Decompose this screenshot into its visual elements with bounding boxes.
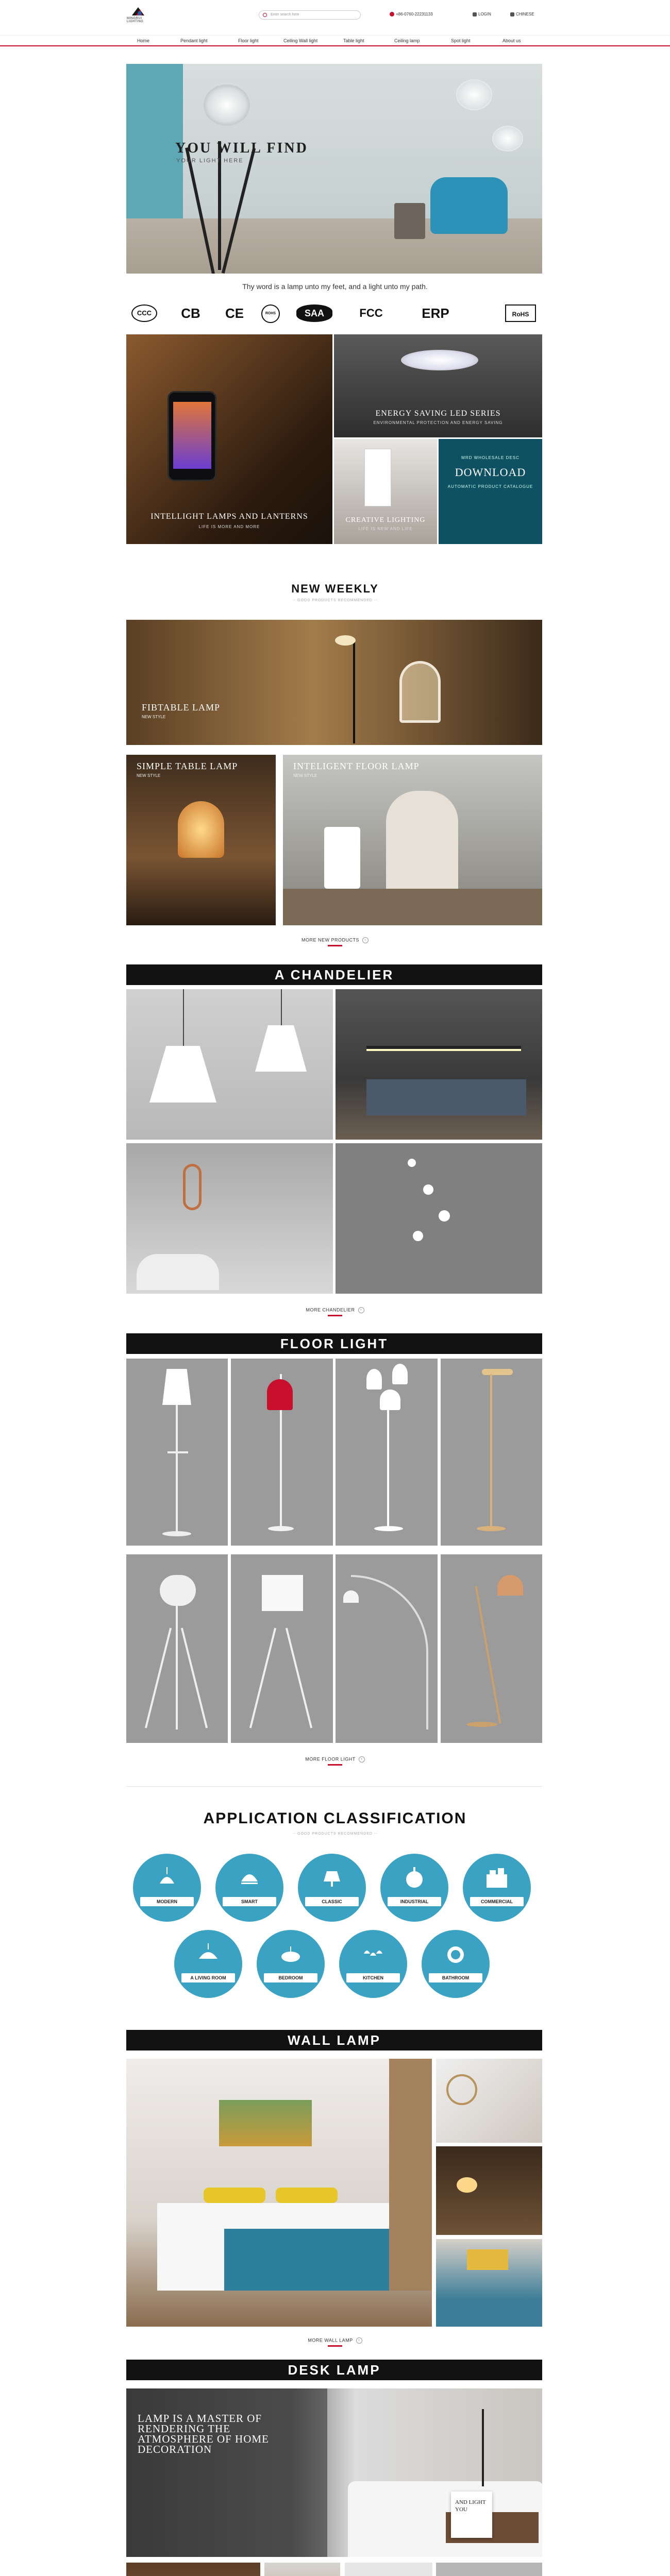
shade (366, 1369, 382, 1389)
banner-wall (126, 64, 183, 218)
application-title: APPLICATION CLASSIFICATION (203, 1810, 467, 1827)
divider-accent (328, 2345, 342, 2347)
product-tile[interactable] (231, 1554, 333, 1743)
language-link[interactable] (510, 12, 534, 16)
tagline: Thy word is a lamp unto my feet, and a light unto my path. (242, 282, 428, 291)
pendant-shade (149, 1046, 216, 1103)
base (374, 1526, 403, 1531)
lamp-pole (353, 640, 355, 743)
nav-about-us[interactable]: About us (502, 38, 521, 43)
cert-rohs-badge: ROHS (261, 304, 280, 323)
category-label: A LIVING ROOM (181, 1973, 235, 1982)
energy-saving-tile[interactable] (334, 334, 542, 437)
floor-lamp-globe (456, 79, 492, 110)
nav-floor-light[interactable]: Floor light (238, 38, 259, 43)
main-nav (0, 35, 670, 46)
pillow (276, 2188, 338, 2203)
arc (351, 1575, 428, 1652)
shade (482, 1369, 513, 1375)
nav-pendant-light[interactable]: Pendant light (180, 38, 208, 43)
cord (281, 989, 282, 1025)
phone-screen (173, 402, 211, 469)
shade (343, 1590, 359, 1603)
cert-rohs: RoHS (505, 304, 536, 322)
leg (181, 1628, 208, 1728)
new-weekly-tile-floor-lamp[interactable] (283, 755, 542, 925)
new-weekly-tile-large[interactable] (126, 620, 542, 745)
base (466, 1722, 497, 1727)
download-tile[interactable] (439, 439, 542, 544)
nav-home[interactable]: Home (137, 38, 150, 43)
creative-title: CREATIVE LIGHTING (345, 516, 426, 524)
building-icon (485, 1867, 508, 1890)
category-commercial[interactable] (463, 1854, 531, 1922)
lamp-head (204, 84, 250, 126)
product-tile[interactable] (441, 1359, 542, 1546)
floor-lamp-globe (492, 126, 523, 151)
logo[interactable] (127, 6, 152, 22)
energy-sub: ENVIRONMENTAL PROTECTION AND ENERGY SAVING (373, 420, 503, 425)
chandelier-icon (197, 1943, 220, 1966)
divider-accent (328, 945, 342, 946)
more-floor-light-link[interactable] (0, 1756, 670, 1762)
shade (380, 1389, 400, 1410)
hero-banner[interactable] (126, 64, 542, 274)
category-classic[interactable] (298, 1854, 366, 1922)
light-glow (366, 1049, 521, 1051)
wall-lamp-heading: WALL LAMP (126, 2030, 542, 2050)
product-tile[interactable] (231, 1359, 333, 1546)
cert-erp: ERP (422, 306, 449, 321)
phone-image (167, 391, 216, 481)
tray (167, 1451, 188, 1453)
classic-lamp-icon (321, 1867, 343, 1890)
chandelier-tile[interactable] (126, 989, 333, 1140)
globe (423, 1184, 433, 1195)
shade (497, 1575, 523, 1596)
pendant-icon (156, 1867, 178, 1890)
desk-lamp-heading: DESK LAMP (126, 2360, 542, 2380)
energy-title: ENERGY SAVING LED SERIES (375, 409, 501, 418)
phone-number (390, 12, 433, 16)
logo-icon (131, 6, 145, 16)
chandelier-tile[interactable] (126, 1143, 333, 1294)
category-label: CLASSIC (305, 1897, 359, 1906)
tile-title: SIMPLE TABLE LAMP (137, 761, 238, 771)
arrow-right-icon: › (358, 1307, 364, 1313)
chandelier-tile[interactable] (336, 989, 542, 1140)
creative-sub: LIFE IS NEW AND LIFE (358, 527, 413, 531)
banner-subtitle: YOUR LIGHT HERE (176, 158, 244, 164)
pendant-group-icon (362, 1943, 384, 1966)
smart-lamps-tile[interactable] (126, 334, 332, 544)
base (477, 1526, 506, 1531)
new-weekly-sub: -- GOOD PRODUCTS RECOMMENDED -- (292, 599, 378, 602)
tile-title: INTELIGENT FLOOR LAMP (293, 761, 420, 771)
ceiling-lamp-icon (279, 1943, 302, 1966)
base (268, 1526, 294, 1531)
product-tile[interactable] (441, 1554, 542, 1743)
category-bedroom[interactable] (257, 1930, 325, 1998)
creative-lighting-tile[interactable] (334, 439, 437, 544)
lamp-pole (482, 2409, 484, 2486)
dining-room (366, 1079, 526, 1115)
tile-sub: NEW STYLE (142, 715, 166, 719)
language-label: CHINESE (516, 12, 534, 16)
nav-ceiling-wall-light[interactable]: Ceiling Wall light (283, 38, 318, 43)
armchair (430, 177, 508, 234)
desk-lamp-banner[interactable] (126, 2388, 542, 2557)
tablet-image (324, 827, 360, 889)
smart-sub: LIFE IS MORE AND MORE (198, 524, 260, 529)
logo-text: MINGRUI LIGHTING (127, 17, 144, 23)
globe-icon (510, 12, 514, 16)
globe (408, 1159, 416, 1167)
download-top: MRD WHOLESALE DESC (461, 455, 520, 460)
globe (439, 1210, 450, 1222)
shade (392, 1364, 408, 1384)
painting (467, 2249, 508, 2270)
ceiling-light-image (401, 350, 478, 370)
pole (426, 1652, 428, 1730)
cord (183, 989, 184, 1046)
curtain (389, 2059, 432, 2291)
coat (267, 1379, 293, 1410)
pendant-shade (255, 1025, 307, 1072)
desk-card (451, 2492, 492, 2538)
new-weekly-tile-table-lamp[interactable] (126, 755, 276, 925)
cert-ce: CE (225, 306, 244, 321)
login-link[interactable] (473, 12, 491, 16)
tile-title: FIBTABLE LAMP (142, 702, 221, 713)
round-light-icon (444, 1943, 467, 1966)
cert-fcc: FCC (359, 307, 383, 319)
arrow-right-icon: › (359, 1756, 365, 1762)
shelf-image (365, 449, 391, 506)
product-tile[interactable] (336, 1554, 438, 1743)
lantern-image (399, 661, 441, 723)
wall-lamp-tile[interactable] (436, 2146, 542, 2235)
more-label: MORE NEW PRODUCTS (301, 937, 359, 943)
divider (126, 1786, 542, 1787)
floor-light-heading: FLOOR LIGHT (126, 1333, 542, 1354)
blanket (224, 2229, 399, 2291)
category-label: INDUSTRIAL (388, 1897, 441, 1906)
leg (176, 1606, 178, 1730)
globe (413, 1231, 423, 1241)
search-input[interactable] (259, 10, 361, 20)
smart-lamp-icon (238, 1867, 261, 1890)
category-bathroom[interactable] (422, 1930, 490, 1998)
painting (219, 2100, 312, 2146)
round-mirror (446, 2074, 477, 2105)
desk-lamp-tile[interactable] (345, 2563, 432, 2576)
desk-lamp-tile[interactable] (264, 2563, 340, 2576)
dining-chairs (137, 1254, 219, 1290)
category-industrial[interactable] (380, 1854, 448, 1922)
tile-sub: NEW STYLE (137, 773, 161, 778)
download-title: DOWNLOAD (455, 466, 526, 479)
desk-card-text: AND LIGHT YOU (455, 2499, 486, 2513)
top-bar (0, 0, 670, 26)
more-chandelier-link[interactable] (0, 1307, 670, 1313)
more-label: MORE CHANDELIER (306, 1307, 355, 1313)
category-kitchen[interactable] (339, 1930, 407, 1998)
category-smart[interactable] (215, 1854, 283, 1922)
divider-accent (328, 1764, 342, 1766)
download-sub: AUTOMATIC PRODUCT CATALOGUE (447, 484, 533, 489)
category-label: MODERN (140, 1897, 194, 1906)
nav-spot-light[interactable]: Spot light (451, 38, 471, 43)
product-tile[interactable] (336, 1359, 438, 1546)
arrow-right-icon: › (362, 937, 368, 943)
desk-lamp-tile[interactable] (126, 2563, 260, 2576)
category-label: SMART (223, 1897, 276, 1906)
more-label: MORE FLOOR LIGHT (305, 1756, 356, 1762)
pole (475, 1586, 501, 1724)
lamp-head (335, 635, 356, 646)
sofa-image (283, 889, 542, 925)
phone-icon (390, 12, 394, 16)
shade (162, 1369, 191, 1405)
nav-table-light[interactable]: Table light (343, 38, 364, 43)
pole (387, 1410, 389, 1529)
leg (145, 1628, 172, 1728)
cert-ccc: CCC (131, 304, 157, 322)
application-sub: -- GOOD PRODUCTS RECOMMENDED -- (292, 1832, 378, 1836)
category-label: BEDROOM (264, 1973, 317, 1982)
search-placeholder: Enter search here (271, 13, 299, 16)
wall-lamp-tile-large[interactable] (126, 2059, 432, 2327)
desk-lamp-tile[interactable] (436, 2563, 542, 2576)
person-image (386, 791, 458, 899)
pole (176, 1405, 178, 1534)
category-label: BATHROOM (429, 1973, 482, 1982)
new-weekly-title: NEW WEEKLY (291, 582, 379, 595)
login-label: LOGIN (478, 12, 491, 16)
drum-shade (262, 1575, 303, 1611)
wall-lamp-tile[interactable] (436, 2239, 542, 2327)
cert-saa: SAA (296, 304, 332, 322)
feature-gallery (126, 334, 542, 544)
table-lamp-image (178, 801, 224, 858)
search-icon (263, 13, 267, 17)
smart-title: INTELLIGHT LAMPS AND LANTERNS (150, 512, 308, 521)
banner-title: YOU WILL FIND (175, 140, 308, 156)
more-label: MORE WALL LAMP (308, 2337, 353, 2343)
divider-accent (328, 1315, 342, 1316)
category-living-room[interactable] (174, 1930, 242, 1998)
category-label: KITCHEN (346, 1973, 400, 1982)
base (162, 1531, 191, 1536)
chandelier-heading: A CHANDELIER (126, 964, 542, 985)
nav-ceiling-lamp[interactable]: Ceiling lamp (394, 38, 420, 43)
phone-text: +86-0760-22231133 (396, 12, 433, 16)
leg (249, 1628, 276, 1728)
spot-head (160, 1575, 196, 1606)
category-modern[interactable] (133, 1854, 201, 1922)
user-icon (473, 12, 477, 16)
wall-lamp-tile[interactable] (436, 2059, 542, 2143)
category-label: COMMERCIAL (470, 1897, 524, 1906)
product-tile[interactable] (126, 1554, 228, 1743)
more-wall-lamp-link[interactable] (0, 2337, 670, 2344)
leg (286, 1628, 312, 1728)
industrial-lamp-icon (403, 1867, 426, 1890)
certifications (126, 302, 542, 324)
cert-cb: CB (181, 306, 200, 321)
tile-sub: NEW STYLE (293, 773, 317, 778)
desk-overlay-text: LAMP IS A MASTER OF RENDERING THE ATMOSPHERE OF HOME DECORATION (138, 2412, 269, 2455)
ring-pendant (183, 1164, 202, 1210)
pillow (204, 2188, 265, 2203)
more-new-products-link[interactable] (0, 937, 670, 943)
product-tile[interactable] (126, 1359, 228, 1546)
side-table (394, 203, 425, 239)
pole (490, 1374, 492, 1529)
chandelier-tile[interactable] (336, 1143, 542, 1294)
arrow-right-icon: › (356, 2337, 362, 2344)
lamp-glow (457, 2177, 477, 2193)
